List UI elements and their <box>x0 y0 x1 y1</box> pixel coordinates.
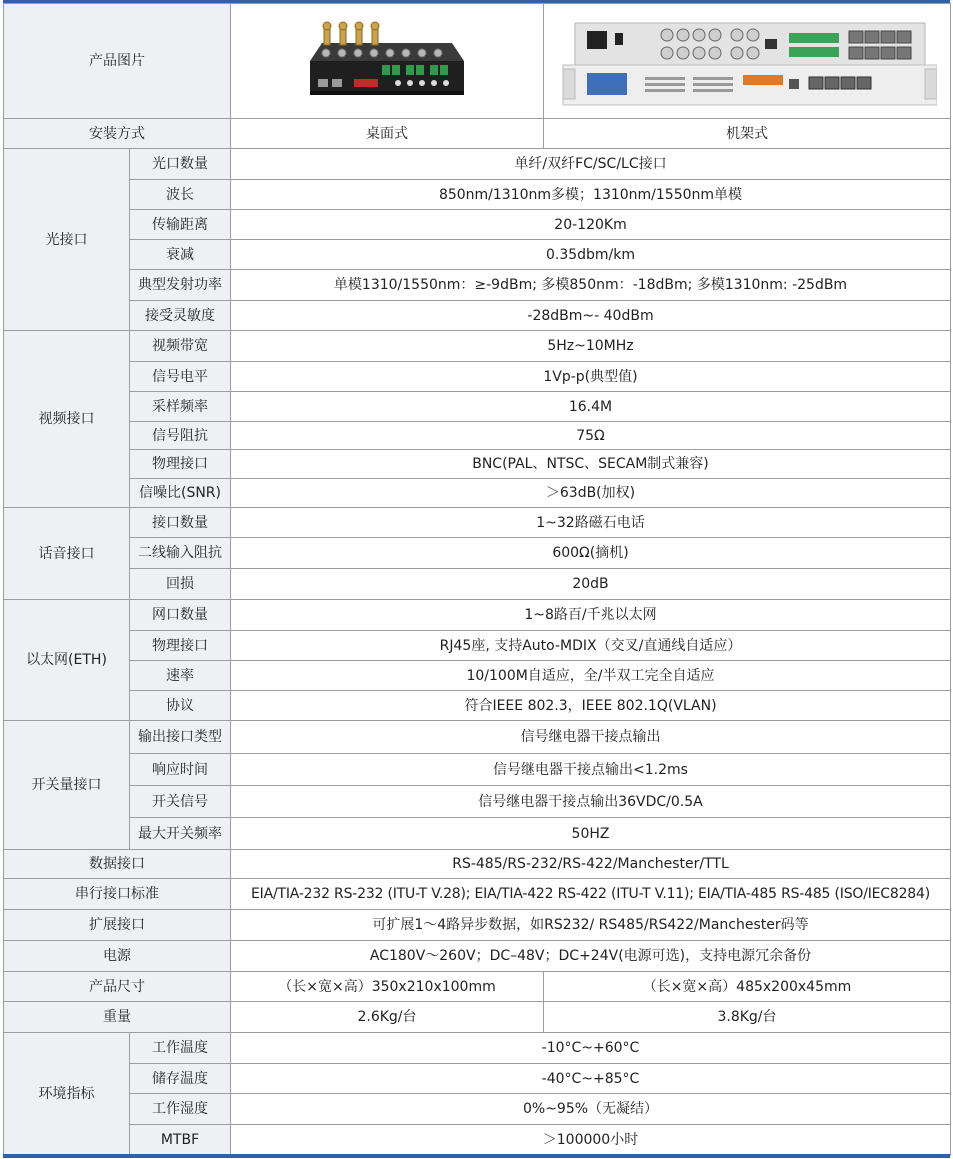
rack-product-image <box>544 4 951 119</box>
optical-row-value: -28dBm~- 40dBm <box>231 301 951 331</box>
ethernet-row <box>4 691 951 721</box>
mount-label: 安装方式 <box>4 119 231 149</box>
environment-row-label: MTBF <box>130 1125 231 1156</box>
optical-row-label: 光口数量 <box>130 149 231 180</box>
environment-row-label: 储存温度 <box>130 1064 231 1094</box>
expansion-label: 扩展接口 <box>4 910 231 941</box>
video-row-value: 75Ω <box>231 422 951 450</box>
size-rack: （长×宽×高）485x200x45mm <box>544 972 951 1002</box>
optical-row-value: 0.35dbm/km <box>231 240 951 270</box>
weight-row <box>4 1002 951 1033</box>
rack-unit-illustration <box>557 11 937 111</box>
switch-row <box>4 754 951 786</box>
environment-row-value: -40°C~+85°C <box>231 1064 951 1094</box>
power-value: AC180V～260V；DC–48V；DC+24V(电源可选)，支持电源冗余备份 <box>231 941 951 972</box>
switch-row-value: 信号继电器干接点输出<1.2ms <box>231 754 951 786</box>
switch-row <box>4 786 951 818</box>
switch-row <box>4 818 951 850</box>
video-row-label: 信号电平 <box>130 362 231 392</box>
serial-standard-label: 串行接口标准 <box>4 879 231 910</box>
voice-row-value: 600Ω(摘机) <box>231 538 951 569</box>
data-interface-row <box>4 850 951 879</box>
environment-row <box>4 1125 951 1156</box>
environment-row-label: 工作湿度 <box>130 1094 231 1125</box>
video-row-value: 1Vp-p(典型值) <box>231 362 951 392</box>
ethernet-row <box>4 661 951 691</box>
switch-row-value: 信号继电器干接点输出36VDC/0.5A <box>231 786 951 818</box>
video-row <box>4 479 951 508</box>
mount-rack: 机架式 <box>544 119 951 149</box>
switch-group-label: 开关量接口 <box>4 721 130 850</box>
environment-row <box>4 1033 951 1064</box>
video-row-label: 视频带宽 <box>130 331 231 362</box>
environment-row-label: 工作温度 <box>130 1033 231 1064</box>
voice-row <box>4 569 951 600</box>
optical-row-label: 接受灵敏度 <box>130 301 231 331</box>
desktop-product-image <box>231 4 544 119</box>
video-row <box>4 362 951 392</box>
optical-row-label: 波长 <box>130 180 231 210</box>
product-image-label: 产品图片 <box>4 4 231 119</box>
switch-row-label: 开关信号 <box>130 786 231 818</box>
product-image-row <box>4 4 951 119</box>
video-row-value: ＞63dB(加权) <box>231 479 951 508</box>
environment-row <box>4 1064 951 1094</box>
switch-row-label: 最大开关频率 <box>130 818 231 850</box>
size-row <box>4 972 951 1002</box>
serial-standard-row <box>4 879 951 910</box>
optical-row-label: 传输距离 <box>130 210 231 240</box>
voice-row-value: 20dB <box>231 569 951 600</box>
data-interface-value: RS-485/RS-232/RS-422/Manchester/TTL <box>231 850 951 879</box>
video-row <box>4 331 951 362</box>
video-row <box>4 450 951 479</box>
switch-row-label: 响应时间 <box>130 754 231 786</box>
optical-row <box>4 270 951 301</box>
desktop-unit-illustration <box>302 13 472 109</box>
voice-row-value: 1~32路磁石电话 <box>231 508 951 538</box>
switch-row <box>4 721 951 754</box>
optical-row-value: 850nm/1310nm多模；1310nm/1550nm单模 <box>231 180 951 210</box>
power-row <box>4 941 951 972</box>
ethernet-row-label: 物理接口 <box>130 631 231 661</box>
ethernet-row-value: 1~8路百/千兆以太网 <box>231 600 951 631</box>
serial-standard-value: EIA/TIA-232 RS-232 (ITU-T V.28); EIA/TIA-422 RS-422 (ITU-T V.11); EIA/TIA-485 RS-485 (ISO/IEC8284) <box>231 879 951 910</box>
optical-group-label: 光接口 <box>4 149 130 331</box>
video-row-value: 5Hz~10MHz <box>231 331 951 362</box>
optical-row <box>4 149 951 180</box>
video-row-label: 信号阻抗 <box>130 422 231 450</box>
optical-row-value: 单纤/双纤FC/SC/LC接口 <box>231 149 951 180</box>
optical-row <box>4 301 951 331</box>
video-row-label: 采样频率 <box>130 392 231 422</box>
ethernet-group-label: 以太网(ETH) <box>4 600 130 721</box>
voice-row-label: 接口数量 <box>130 508 231 538</box>
power-label: 电源 <box>4 941 231 972</box>
data-interface-label: 数据接口 <box>4 850 231 879</box>
optical-row <box>4 210 951 240</box>
video-row-value: 16.4M <box>231 392 951 422</box>
optical-row-value: 20-120Km <box>231 210 951 240</box>
environment-row <box>4 1094 951 1125</box>
environment-row-value: 0%~95%（无凝结） <box>231 1094 951 1125</box>
optical-row-label: 衰减 <box>130 240 231 270</box>
expansion-value: 可扩展1～4路异步数据，如RS232/ RS485/RS422/Manchester码等 <box>231 910 951 941</box>
ethernet-row-label: 网口数量 <box>130 600 231 631</box>
weight-desktop: 2.6Kg/台 <box>231 1002 544 1033</box>
optical-row-value: 单模1310/1550nm：≥-9dBm; 多模850nm：-18dBm; 多模1310nm: -25dBm <box>231 270 951 301</box>
ethernet-row-value: 符合IEEE 802.3，IEEE 802.1Q(VLAN) <box>231 691 951 721</box>
video-row <box>4 392 951 422</box>
video-row-label: 物理接口 <box>130 450 231 479</box>
video-group-label: 视频接口 <box>4 331 130 508</box>
video-row <box>4 422 951 450</box>
expansion-row <box>4 910 951 941</box>
weight-label: 重量 <box>4 1002 231 1033</box>
optical-row <box>4 180 951 210</box>
video-row-value: BNC(PAL、NTSC、SECAM制式兼容) <box>231 450 951 479</box>
mount-row <box>4 119 951 149</box>
ethernet-row <box>4 600 951 631</box>
voice-row-label: 回损 <box>130 569 231 600</box>
optical-row-label: 典型发射功率 <box>130 270 231 301</box>
ethernet-row <box>4 631 951 661</box>
optical-row <box>4 240 951 270</box>
bottom-border-line <box>3 1154 950 1158</box>
voice-row <box>4 508 951 538</box>
ethernet-row-value: 10/100M自适应，全/半双工完全自适应 <box>231 661 951 691</box>
mount-desktop: 桌面式 <box>231 119 544 149</box>
video-row-label: 信噪比(SNR) <box>130 479 231 508</box>
weight-rack: 3.8Kg/台 <box>544 1002 951 1033</box>
size-desktop: （长×宽×高）350x210x100mm <box>231 972 544 1002</box>
size-label: 产品尺寸 <box>4 972 231 1002</box>
environment-row-value: ＞100000小时 <box>231 1125 951 1156</box>
ethernet-row-label: 协议 <box>130 691 231 721</box>
environment-row-value: -10°C~+60°C <box>231 1033 951 1064</box>
voice-group-label: 话音接口 <box>4 508 130 600</box>
voice-row-label: 二线输入阻抗 <box>130 538 231 569</box>
switch-row-value: 50HZ <box>231 818 951 850</box>
ethernet-row-label: 速率 <box>130 661 231 691</box>
environment-group-label: 环境指标 <box>4 1033 130 1156</box>
switch-row-value: 信号继电器干接点输出 <box>231 721 951 754</box>
spec-table <box>3 3 951 1156</box>
switch-row-label: 输出接口类型 <box>130 721 231 754</box>
ethernet-row-value: RJ45座, 支持Auto-MDIX（交叉/直通线自适应） <box>231 631 951 661</box>
voice-row <box>4 538 951 569</box>
